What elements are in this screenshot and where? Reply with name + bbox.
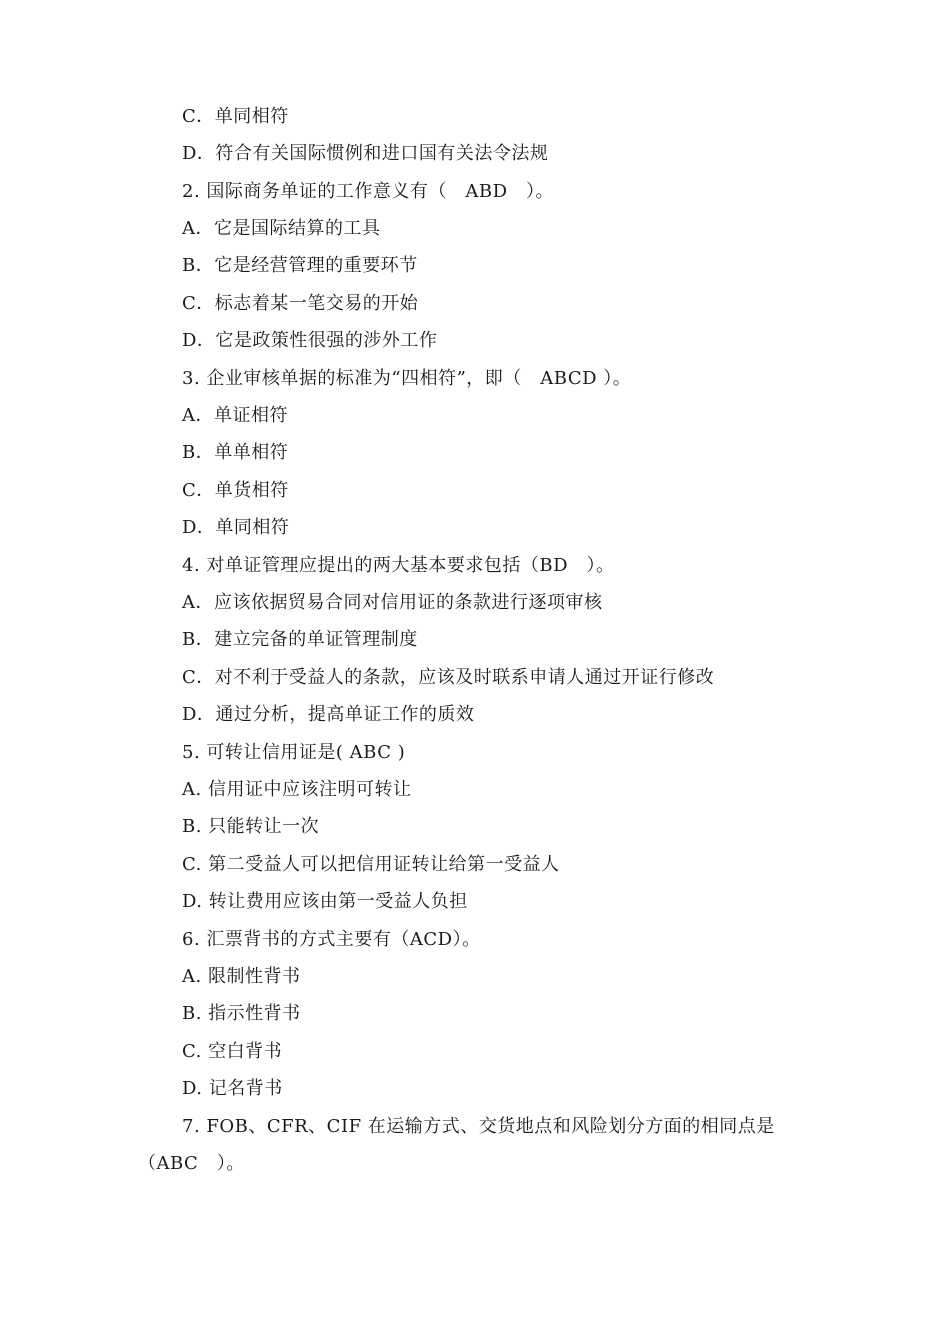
option-b-q6: B. 指示性背书 — [182, 1003, 301, 1024]
option-c-q6: C. 空白背书 — [182, 1041, 283, 1062]
option-a-q6: A. 限制性背书 — [182, 966, 301, 987]
option-c-q4: C．对不利于受益人的条款，应该及时联系申请人通过开证行修改 — [182, 667, 715, 688]
option-b-q2: B．它是经营管理的重要环节 — [182, 255, 418, 276]
question-2: 2. 国际商务单证的工作意义有（ ABD ）。 — [182, 181, 555, 202]
option-d-q2: D．它是政策性很强的涉外工作 — [182, 330, 438, 351]
question-4: 4. 对单证管理应提出的两大基本要求包括（BD ）。 — [182, 555, 615, 576]
option-b-q5: B. 只能转让一次 — [182, 816, 320, 837]
option-c-q2: C．标志着某一笔交易的开始 — [182, 293, 419, 314]
option-a-q2: A．它是国际结算的工具 — [182, 218, 381, 239]
question-7-continuation: （ABC ）。 — [138, 1153, 245, 1174]
option-c-q1: C．单同相符 — [182, 106, 289, 127]
option-d-q4: D．通过分析，提高单证工作的质效 — [182, 704, 475, 725]
question-7: 7. FOB、CFR、CIF 在运输方式、交货地点和风险划分方面的相同点是 — [182, 1116, 775, 1137]
option-a-q4: A．应该依据贸易合同对信用证的条款进行逐项审核 — [182, 592, 603, 613]
question-6: 6. 汇票背书的方式主要有（ACD）。 — [182, 929, 481, 950]
option-d-q1: D．符合有关国际惯例和进口国有关法令法规 — [182, 143, 549, 164]
option-c-q3: C．单货相符 — [182, 480, 289, 501]
question-5: 5. 可转让信用证是( ABC ) — [182, 742, 406, 763]
option-b-q3: B．单单相符 — [182, 442, 289, 463]
option-b-q4: B．建立完备的单证管理制度 — [182, 629, 418, 650]
option-a-q5: A. 信用证中应该注明可转让 — [182, 779, 412, 800]
option-d-q5: D. 转让费用应该由第一受益人负担 — [182, 891, 468, 912]
question-3: 3. 企业审核单据的标准为“四相符”，即（ ABCD ）。 — [182, 368, 632, 389]
option-c-q5: C. 第二受益人可以把信用证转让给第一受益人 — [182, 854, 560, 875]
option-d-q3: D．单同相符 — [182, 517, 290, 538]
option-d-q6: D. 记名背书 — [182, 1078, 283, 1099]
option-a-q3: A．单证相符 — [182, 405, 288, 426]
